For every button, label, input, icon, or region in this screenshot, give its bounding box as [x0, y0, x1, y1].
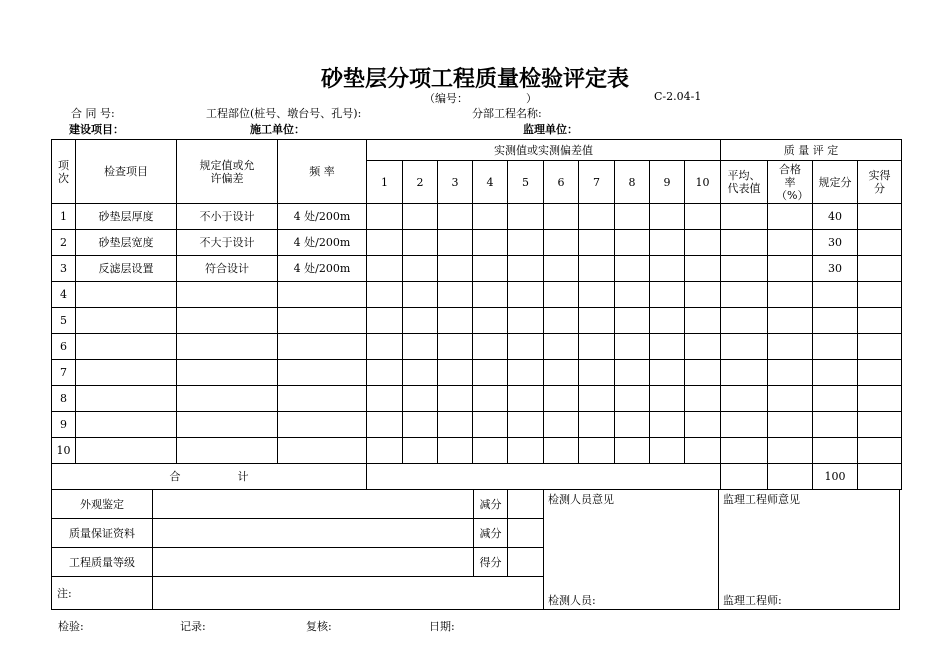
measured-cell — [650, 334, 685, 360]
measured-cell — [473, 412, 508, 438]
row-spec — [177, 412, 278, 438]
measured-cell — [438, 256, 473, 282]
row-score — [813, 308, 858, 334]
header-item-no: 项次 — [52, 140, 76, 204]
measured-cell — [650, 256, 685, 282]
measured-cell — [650, 360, 685, 386]
measured-cell — [544, 256, 579, 282]
row-no: 9 — [52, 412, 76, 438]
docs-value — [153, 519, 474, 548]
measured-cell — [685, 438, 721, 464]
row-item: 砂垫层厚度 — [76, 204, 177, 230]
measured-cell — [473, 360, 508, 386]
row-pass-rate — [768, 360, 813, 386]
measured-cell — [544, 282, 579, 308]
note-label: 注: — [52, 577, 153, 610]
measured-cell — [438, 308, 473, 334]
footer-check: 检验: — [58, 620, 84, 633]
row-actual — [858, 230, 902, 256]
row-item — [76, 282, 177, 308]
serial-close: ） — [526, 92, 537, 105]
measured-cell — [615, 282, 650, 308]
measured-cell — [367, 308, 403, 334]
measured-cell — [508, 386, 544, 412]
measured-cell — [579, 360, 615, 386]
measured-cell — [367, 204, 403, 230]
row-frequency — [278, 360, 367, 386]
header-check-item: 检查项目 — [76, 140, 177, 204]
measured-cell — [544, 438, 579, 464]
measured-cell — [473, 386, 508, 412]
measured-cell — [544, 308, 579, 334]
measured-cell — [544, 386, 579, 412]
inspection-table — [51, 139, 902, 490]
row-no: 8 — [52, 386, 76, 412]
measured-cell — [650, 386, 685, 412]
header-col-8: 8 — [615, 161, 650, 204]
row-avg — [721, 386, 768, 412]
row-pass-rate — [768, 282, 813, 308]
measured-cell — [615, 334, 650, 360]
measured-cell — [367, 412, 403, 438]
row-item — [76, 308, 177, 334]
header-pass-rate: 合格率（%） — [768, 161, 813, 204]
measured-cell — [438, 438, 473, 464]
measured-cell — [508, 412, 544, 438]
measured-cell — [650, 204, 685, 230]
row-actual — [858, 282, 902, 308]
footer-date: 日期: — [429, 620, 455, 633]
total-pass — [768, 464, 813, 490]
measured-cell — [579, 256, 615, 282]
row-score — [813, 282, 858, 308]
row-avg — [721, 282, 768, 308]
total-score: 100 — [813, 464, 858, 490]
measured-cell — [650, 438, 685, 464]
measured-cell — [508, 438, 544, 464]
row-no: 6 — [52, 334, 76, 360]
table-row — [52, 438, 902, 464]
location-label: 工程部位(桩号、墩台号、孔号): — [206, 107, 362, 120]
row-avg — [721, 256, 768, 282]
table-row — [52, 282, 902, 308]
row-item — [76, 438, 177, 464]
measured-cell — [544, 412, 579, 438]
measured-cell — [579, 230, 615, 256]
total-actual — [858, 464, 902, 490]
measured-cell — [438, 412, 473, 438]
measured-cell — [508, 308, 544, 334]
header-col-7: 7 — [579, 161, 615, 204]
row-score — [813, 386, 858, 412]
measured-cell — [615, 386, 650, 412]
grade-value — [153, 548, 474, 577]
measured-cell — [685, 256, 721, 282]
row-score — [813, 360, 858, 386]
row-no: 4 — [52, 282, 76, 308]
table-row — [52, 308, 902, 334]
row-spec — [177, 334, 278, 360]
measured-cell — [579, 438, 615, 464]
row-avg — [721, 412, 768, 438]
row-spec — [177, 438, 278, 464]
row-no: 3 — [52, 256, 76, 282]
row-frequency — [278, 438, 367, 464]
row-spec: 不大于设计 — [177, 230, 278, 256]
measured-cell — [685, 282, 721, 308]
measured-cell — [508, 282, 544, 308]
row-avg — [721, 438, 768, 464]
row-spec: 不小于设计 — [177, 204, 278, 230]
measured-cell — [367, 282, 403, 308]
measured-cell — [367, 438, 403, 464]
measured-cell — [508, 334, 544, 360]
measured-cell — [403, 412, 438, 438]
header-measured: 实测值或实测偏差值 — [367, 140, 721, 161]
row-avg — [721, 230, 768, 256]
measured-cell — [508, 360, 544, 386]
measured-cell — [685, 230, 721, 256]
row-actual — [858, 386, 902, 412]
measured-cell — [544, 360, 579, 386]
engineer-signature: 监理工程师: — [723, 594, 782, 607]
footer-record: 记录: — [180, 620, 206, 633]
header-col-9: 9 — [650, 161, 685, 204]
header-col-2: 2 — [403, 161, 438, 204]
header-col-5: 5 — [508, 161, 544, 204]
deduct-value-2 — [508, 519, 544, 548]
measured-cell — [650, 282, 685, 308]
measured-cell — [650, 230, 685, 256]
row-score — [813, 438, 858, 464]
row-pass-rate — [768, 438, 813, 464]
measured-cell — [685, 386, 721, 412]
row-pass-rate — [768, 204, 813, 230]
measured-cell — [473, 334, 508, 360]
measured-cell — [615, 204, 650, 230]
row-pass-rate — [768, 308, 813, 334]
row-avg — [721, 334, 768, 360]
row-frequency: 4 处/200m — [278, 256, 367, 282]
inspector-opinion-box — [544, 490, 719, 610]
row-pass-rate — [768, 334, 813, 360]
row-score — [813, 412, 858, 438]
measured-cell — [685, 308, 721, 334]
measured-cell — [615, 412, 650, 438]
row-item: 砂垫层宽度 — [76, 230, 177, 256]
measured-cell — [579, 386, 615, 412]
table-row — [52, 360, 902, 386]
measured-cell — [403, 308, 438, 334]
header-col-1: 1 — [367, 161, 403, 204]
contract-no-label: 合 同 号: — [71, 107, 115, 120]
row-actual — [858, 360, 902, 386]
table-row — [52, 256, 902, 282]
got-value — [508, 548, 544, 577]
measured-cell — [403, 438, 438, 464]
table-row — [52, 334, 902, 360]
measured-cell — [615, 438, 650, 464]
row-frequency: 4 处/200m — [278, 230, 367, 256]
footer-review: 复核: — [306, 620, 332, 633]
measured-cell — [473, 438, 508, 464]
measured-cell — [615, 256, 650, 282]
measured-cell — [403, 386, 438, 412]
header-frequency: 频 率 — [278, 140, 367, 204]
row-actual — [858, 412, 902, 438]
measured-cell — [473, 204, 508, 230]
measured-cell — [685, 360, 721, 386]
measured-cell — [438, 230, 473, 256]
grade-label: 工程质量等级 — [52, 548, 153, 577]
row-no: 5 — [52, 308, 76, 334]
deduct-label-2: 减分 — [474, 519, 508, 548]
measured-cell — [403, 360, 438, 386]
measured-cell — [508, 204, 544, 230]
row-score: 30 — [813, 256, 858, 282]
total-label-a: 合 — [169, 470, 181, 483]
evaluation-table — [51, 489, 900, 610]
row-avg — [721, 308, 768, 334]
row-item — [76, 412, 177, 438]
row-item — [76, 334, 177, 360]
measured-cell — [615, 360, 650, 386]
measured-cell — [438, 204, 473, 230]
engineer-opinion-label: 监理工程师意见 — [723, 493, 800, 506]
docs-label: 质量保证资料 — [52, 519, 153, 548]
row-spec — [177, 360, 278, 386]
deduct-value-1 — [508, 490, 544, 519]
table-row — [52, 412, 902, 438]
measured-cell — [403, 230, 438, 256]
measured-cell — [650, 308, 685, 334]
total-row-label — [52, 464, 367, 490]
measured-cell — [403, 204, 438, 230]
measured-cell — [473, 282, 508, 308]
row-no: 2 — [52, 230, 76, 256]
measured-cell — [579, 204, 615, 230]
page-title: 砂垫层分项工程质量检验评定表 — [320, 67, 629, 92]
measured-cell — [615, 308, 650, 334]
measured-cell — [579, 282, 615, 308]
row-spec — [177, 386, 278, 412]
header-col-10: 10 — [685, 161, 721, 204]
measured-cell — [403, 282, 438, 308]
measured-cell — [544, 204, 579, 230]
measured-cell — [473, 256, 508, 282]
row-pass-rate — [768, 386, 813, 412]
measured-cell — [508, 230, 544, 256]
total-blank — [367, 464, 721, 490]
row-frequency — [278, 282, 367, 308]
header-col-6: 6 — [544, 161, 579, 204]
header-spec: 规定值或允许偏差 — [177, 140, 278, 204]
header-quality: 质 量 评 定 — [721, 140, 902, 161]
measured-cell — [367, 256, 403, 282]
measured-cell — [544, 334, 579, 360]
measured-cell — [685, 412, 721, 438]
measured-cell — [579, 412, 615, 438]
measured-cell — [438, 334, 473, 360]
header-col-4: 4 — [473, 161, 508, 204]
row-no: 10 — [52, 438, 76, 464]
measured-cell — [650, 412, 685, 438]
header-avg: 平均、代表值 — [721, 161, 768, 204]
deduct-label-1: 减分 — [474, 490, 508, 519]
row-frequency — [278, 386, 367, 412]
row-actual — [858, 308, 902, 334]
header-actual: 实得分 — [858, 161, 902, 204]
project-label: 建设项目： — [69, 123, 124, 136]
row-no: 1 — [52, 204, 76, 230]
row-item — [76, 360, 177, 386]
measured-cell — [473, 230, 508, 256]
measured-cell — [685, 334, 721, 360]
row-avg — [721, 360, 768, 386]
measured-cell — [367, 360, 403, 386]
row-item: 反滤层设置 — [76, 256, 177, 282]
got-label: 得分 — [474, 548, 508, 577]
serial-label: （编号： — [424, 92, 468, 105]
total-label-b: 计 — [237, 470, 249, 483]
row-avg — [721, 204, 768, 230]
header-col-3: 3 — [438, 161, 473, 204]
table-row — [52, 204, 902, 230]
table-row — [52, 230, 902, 256]
measured-cell — [367, 386, 403, 412]
measured-cell — [438, 360, 473, 386]
engineer-opinion-box — [719, 490, 900, 610]
measured-cell — [508, 256, 544, 282]
row-score: 40 — [813, 204, 858, 230]
row-spec — [177, 308, 278, 334]
measured-cell — [685, 204, 721, 230]
table-row — [52, 386, 902, 412]
row-score: 30 — [813, 230, 858, 256]
row-pass-rate — [768, 230, 813, 256]
measured-cell — [438, 282, 473, 308]
row-spec: 符合设计 — [177, 256, 278, 282]
row-frequency — [278, 334, 367, 360]
row-item — [76, 386, 177, 412]
row-score — [813, 334, 858, 360]
row-frequency: 4 处/200m — [278, 204, 367, 230]
header-score: 规定分 — [813, 161, 858, 204]
row-actual — [858, 204, 902, 230]
measured-cell — [367, 334, 403, 360]
measured-cell — [473, 308, 508, 334]
measured-cell — [579, 308, 615, 334]
row-pass-rate — [768, 256, 813, 282]
row-pass-rate — [768, 412, 813, 438]
row-no: 7 — [52, 360, 76, 386]
row-spec — [177, 282, 278, 308]
row-frequency — [278, 412, 367, 438]
measured-cell — [438, 386, 473, 412]
subproject-label: 分部工程名称: — [472, 107, 542, 120]
measured-cell — [615, 230, 650, 256]
row-frequency — [278, 308, 367, 334]
measured-cell — [544, 230, 579, 256]
note-value — [153, 577, 544, 610]
form-code: C-2.04-1 — [654, 90, 702, 103]
appearance-value — [153, 490, 474, 519]
measured-cell — [403, 256, 438, 282]
measured-cell — [403, 334, 438, 360]
supervisor-label: 监理单位： — [523, 123, 578, 136]
row-actual — [858, 438, 902, 464]
contractor-label: 施工单位： — [250, 123, 305, 136]
inspector-signature: 检测人员: — [548, 594, 596, 607]
total-avg — [721, 464, 768, 490]
row-actual — [858, 334, 902, 360]
measured-cell — [579, 334, 615, 360]
appearance-label: 外观鉴定 — [52, 490, 153, 519]
inspector-opinion-label: 检测人员意见 — [548, 493, 614, 506]
measured-cell — [367, 230, 403, 256]
row-actual — [858, 256, 902, 282]
